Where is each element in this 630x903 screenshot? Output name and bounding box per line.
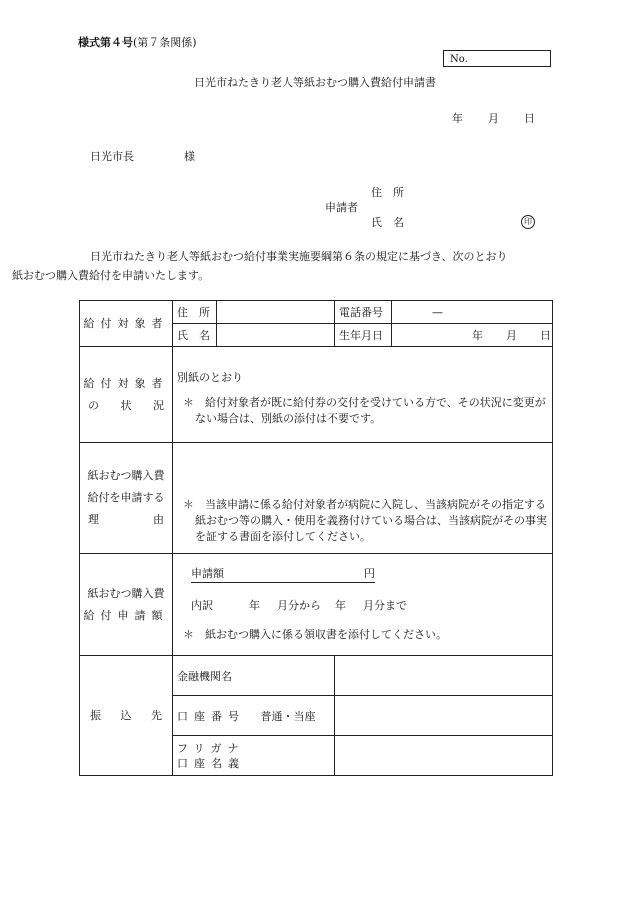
account-name-field[interactable] — [335, 736, 553, 776]
breakdown-row: 内訳 年 月分から 年 月分まで — [191, 599, 407, 612]
account-type: 普通・当座 — [260, 709, 316, 723]
account-number-label: 口座番号 — [177, 709, 245, 723]
phone-field[interactable]: — — [392, 301, 553, 324]
no-box[interactable] — [443, 50, 551, 67]
status-field[interactable]: 別紙のとおり ＊ 給付対象者が既に給付券の交付を受けている方で、その状況に変更がない場合は、別紙の添付は不要です。 — [173, 347, 553, 443]
reason-field[interactable] — [173, 443, 553, 554]
status-note: ＊ 給付対象者が既に給付券の交付を受けている方で、その状況に変更がない場合は、別紙の添付は不要です。 — [183, 395, 546, 425]
recipient-address-label: 住 所 — [173, 301, 217, 324]
birth-label: 生年月日 — [335, 324, 392, 347]
birth-field[interactable]: 年 月 日 — [392, 324, 553, 347]
document-title: 日光市ねたきり老人等紙おむつ購入費給付申請書 — [194, 76, 436, 89]
bank-name-field[interactable] — [335, 656, 553, 696]
amount-label: 紙おむつ購入費 給付申請額 — [80, 554, 173, 656]
intro-paragraph: 日光市ねたきり老人等紙おむつ給付事業実施要綱第６条の規定に基づき、次のとおり 紙おむつ購入費給付を申請いたします。 — [12, 250, 508, 282]
recipient-name-field[interactable] — [217, 324, 335, 347]
recipient-name-label: 氏 名 — [173, 324, 217, 347]
seal-mark: 印 — [521, 214, 535, 229]
date-row: 年 月 日 — [452, 112, 535, 125]
transfer-label: 振 込 先 — [80, 656, 173, 776]
amount-field[interactable] — [173, 554, 553, 656]
phone-label: 電話番号 — [335, 301, 392, 324]
amount-note: ＊ 紙おむつ購入に係る領収書を添付してください。 — [183, 628, 447, 641]
bank-name-label: 金融機関名 — [173, 656, 335, 696]
recipient-label: 給付対象者 — [80, 301, 173, 347]
applicant-name-label: 氏 名 — [371, 216, 404, 229]
account-number-row[interactable] — [173, 696, 335, 736]
status-label: 給付対象者 の 状 況 — [80, 347, 173, 443]
no-label: No. — [450, 54, 468, 65]
applicant-label: 申請者 — [325, 201, 358, 214]
yen-label: 円 — [364, 567, 375, 580]
requested-amount-label: 申請額 — [191, 567, 224, 580]
account-name-label: フリガナ 口座名義 — [173, 736, 335, 776]
honorific: 様 — [184, 150, 195, 163]
applicant-address-label: 住 所 — [371, 186, 404, 199]
account-number-field[interactable] — [335, 696, 553, 736]
reason-label: 紙おむつ購入費 給付を申請する 理 由 — [80, 443, 173, 554]
recipient-address-field[interactable] — [217, 301, 335, 324]
application-table — [79, 300, 553, 776]
reason-note: ＊ 当該申請に係る給付対象者が病院に入院し、当該病院がその指定する紙おむつ等の購入・使用を義務付けている場合は、当該病院がその事実を証する書面を添付してください。 — [183, 498, 547, 543]
form-number: 様式第４号(第７条関係) — [78, 36, 197, 49]
mayor-addressee: 日光市長 — [90, 150, 134, 163]
